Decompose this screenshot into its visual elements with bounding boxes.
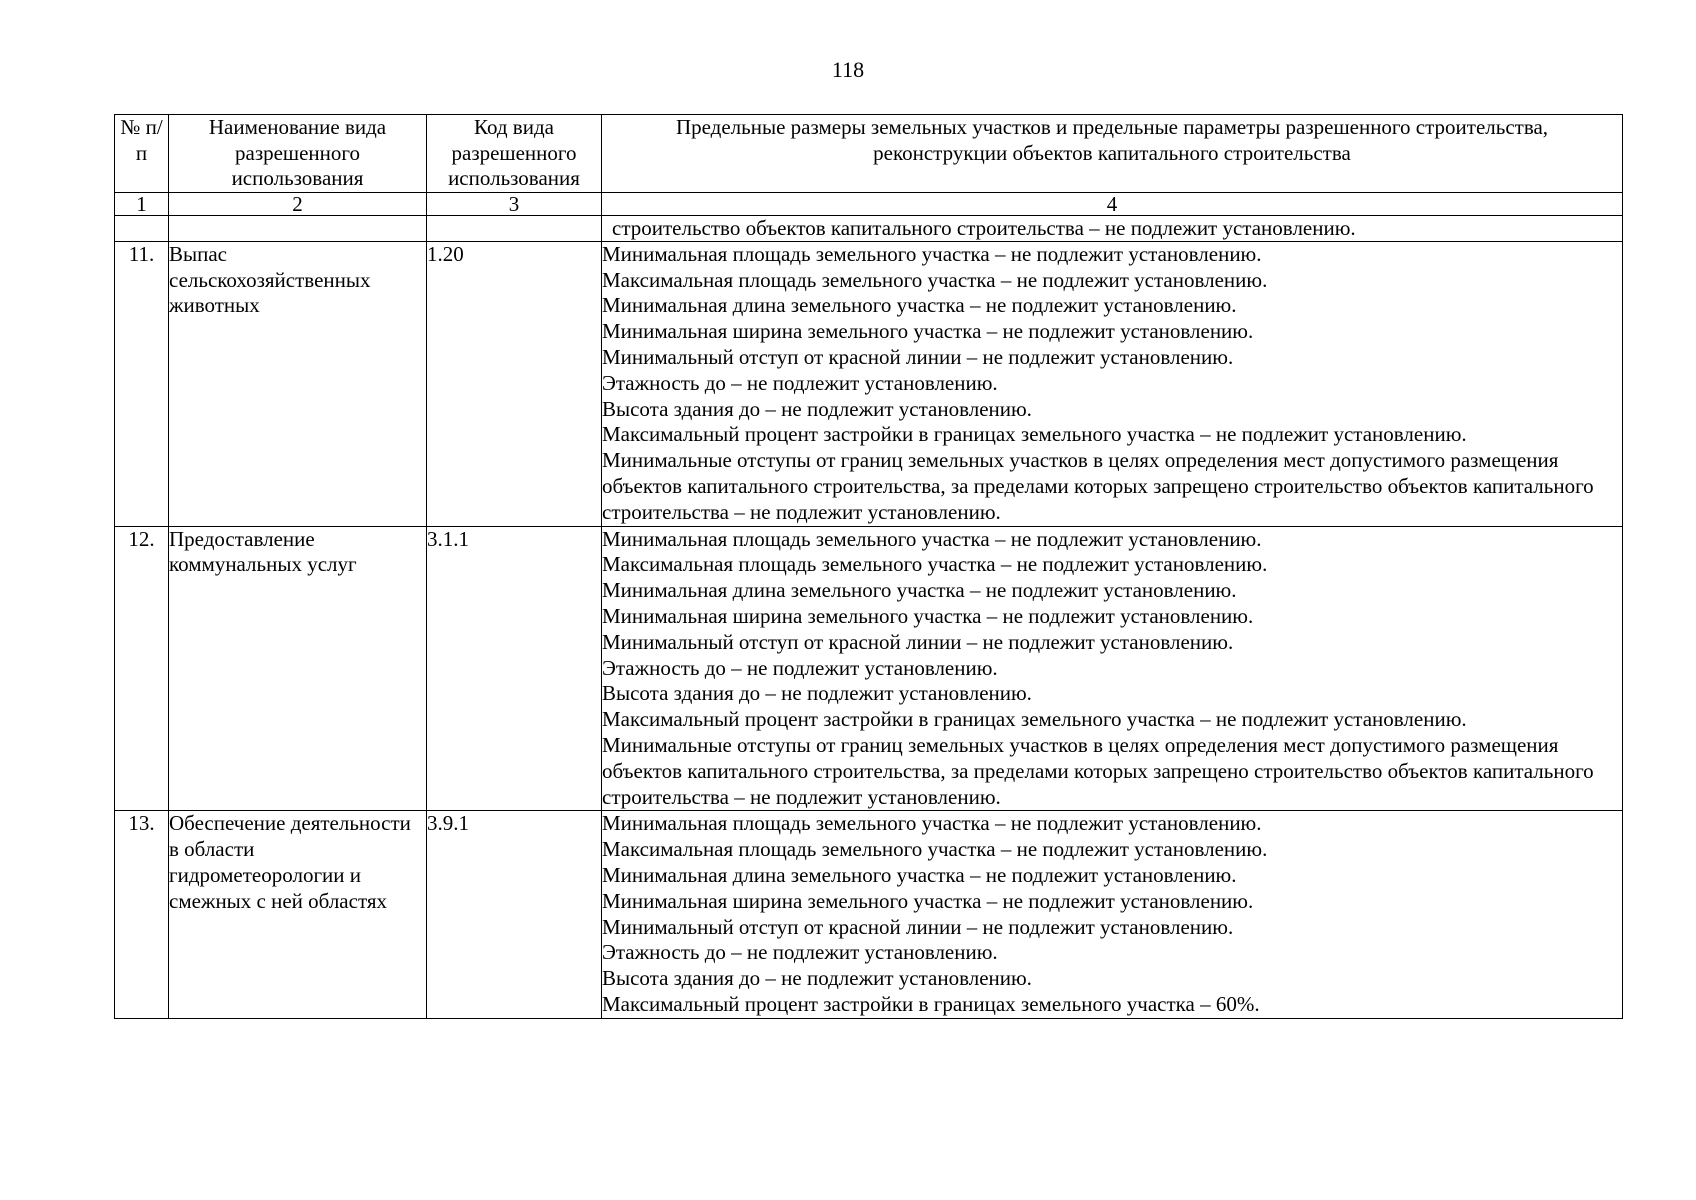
parameter-line: Минимальные отступы от границ земельных участков в целях определения мест допустимого размещения объектов капитального строительства, за пределами которых запрещено строительство объектов капитального строительства – не подлежит установлению. <box>602 732 1594 809</box>
parameter-line: Минимальная площадь земельного участка – не подлежит установлению. <box>602 241 1262 266</box>
column-number: 3 <box>427 192 602 215</box>
land-use-table <box>114 114 1623 1019</box>
parameter-line: Минимальная ширина земельного участка – не подлежит установлению. <box>602 319 1254 344</box>
header-name: Наименование вида разрешенного использования <box>169 115 427 193</box>
parameter-line: Этажность до – не подлежит установлению. <box>602 655 998 680</box>
use-type-name: Выпас сельскохозяйственных животных <box>169 241 427 526</box>
row-number: 11. <box>115 241 169 526</box>
parameter-line: Минимальная площадь земельного участка – не подлежит установлению. <box>602 811 1262 836</box>
parameter-line: Минимальный отступ от красной линии – не подлежит установлению. <box>602 914 1234 939</box>
column-number: 4 <box>602 192 1623 215</box>
header-params: Предельные размеры земельных участков и предельные параметры разрешенного строительства, реконструкции объектов капитального строительства <box>602 115 1623 193</box>
table-body <box>115 241 1623 1018</box>
use-type-name: Предоставление коммунальных услуг <box>169 526 427 811</box>
use-type-code: 1.20 <box>427 241 602 526</box>
parameter-line: Минимальная площадь земельного участка – не подлежит установлению. <box>602 526 1262 551</box>
parameter-line: Минимальный отступ от красной линии – не подлежит установлению. <box>602 629 1234 654</box>
parameter-line: Максимальный процент застройки в границах земельного участка – 60%. <box>602 991 1260 1016</box>
parameter-line: Высота здания до – не подлежит установлению. <box>602 966 1032 991</box>
parameter-line: Максимальная площадь земельного участка – не подлежит установлению. <box>602 837 1268 862</box>
parameter-line: Минимальная длина земельного участка – не подлежит установлению. <box>602 578 1237 603</box>
column-number: 2 <box>169 192 427 215</box>
table-row <box>115 811 1623 1018</box>
row-number: 12. <box>115 526 169 811</box>
parameter-line: Минимальная длина земельного участка – не подлежит установлению. <box>602 293 1237 318</box>
parameter-line: Максимальный процент застройки в границах земельного участка – не подлежит установлению. <box>602 422 1467 447</box>
column-number: 1 <box>115 192 169 215</box>
parameter-line: Минимальная ширина земельного участка – не подлежит установлению. <box>602 888 1254 913</box>
use-type-code: 3.1.1 <box>427 526 602 811</box>
parameters-cell <box>602 526 1623 811</box>
use-type-name: Обеспечение деятельности в области гидрометеорологии и смежных с ней областях <box>169 811 427 1018</box>
parameter-line: Высота здания до – не подлежит установлению. <box>602 396 1032 421</box>
table-row <box>115 526 1623 811</box>
parameter-line: Минимальная ширина земельного участка – не подлежит установлению. <box>602 603 1254 628</box>
header-code: Код вида разрешенного использования <box>427 115 602 193</box>
parameter-line: Минимальная длина земельного участка – не подлежит установлению. <box>602 862 1237 887</box>
column-number-row <box>115 192 1623 215</box>
parameter-line: Этажность до – не подлежит установлению. <box>602 370 998 395</box>
parameter-line: Высота здания до – не подлежит установлению. <box>602 681 1032 706</box>
parameter-line: Минимальный отступ от красной линии – не подлежит установлению. <box>602 344 1234 369</box>
parameter-line: Максимальная площадь земельного участка – не подлежит установлению. <box>602 552 1268 577</box>
row-number: 13. <box>115 811 169 1018</box>
parameter-line: Минимальные отступы от границ земельных участков в целях определения мест допустимого размещения объектов капитального строительства, за пределами которых запрещено строительство объектов капитального строительства – не подлежит установлению. <box>602 448 1594 524</box>
parameters-cell <box>602 811 1623 1018</box>
continuation-text: строительство объектов капитального строительства – не подлежит установлению. <box>602 215 1623 241</box>
parameter-line: Максимальная площадь земельного участка – не подлежит установлению. <box>602 267 1268 292</box>
use-type-code: 3.9.1 <box>427 811 602 1018</box>
parameters-cell <box>602 241 1623 526</box>
table-row <box>115 241 1623 526</box>
continuation-row <box>115 215 1623 241</box>
header-num: № п/п <box>115 115 169 193</box>
parameter-line: Этажность до – не подлежит установлению. <box>602 940 998 965</box>
page-number: 118 <box>831 57 865 82</box>
table-header-row <box>115 115 1623 193</box>
parameter-line: Максимальный процент застройки в границах земельного участка – не подлежит установлению. <box>602 707 1467 732</box>
